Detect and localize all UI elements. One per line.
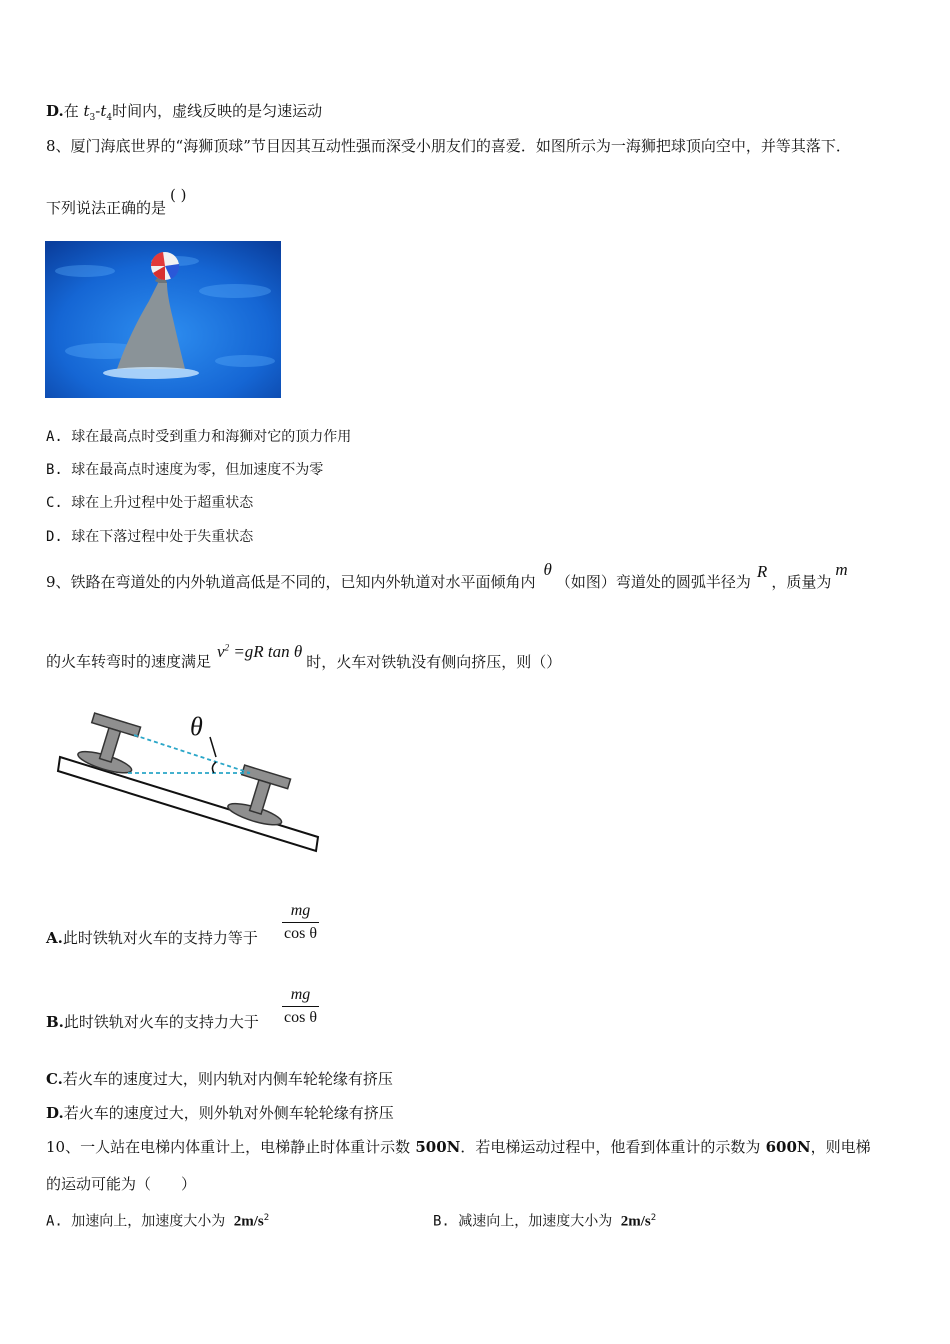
q8-option-b: B. 球在最高点时速度为零，但加速度不为零 bbox=[46, 462, 324, 478]
q9-option-c: C.若火车的速度过大，则内轨对内侧车轮轮缘有挤压 bbox=[46, 1070, 393, 1088]
q7-option-d: D.在 $t_3-t_4$时间内，虚线反映的是匀速运动 bbox=[46, 102, 323, 123]
mass-symbol: m bbox=[835, 560, 848, 579]
q9-option-a: A.此时铁轨对火车的支持力等于 bbox=[46, 929, 258, 947]
figure-theta-label: θ bbox=[190, 712, 203, 741]
velocity-formula: $v^2 =gR$ tan θ bbox=[217, 641, 303, 661]
q10-option-b: B. 减速向上，加速度大小为 $2m/s^2$ bbox=[433, 1213, 657, 1230]
q10-option-a: A. 加速向上，加速度大小为 $2m/s^2$ bbox=[46, 1213, 270, 1230]
q8-option-c: C. 球在上升过程中处于超重状态 bbox=[46, 495, 254, 511]
q9-option-d: D.若火车的速度过大，则外轨对外侧车轮轮缘有挤压 bbox=[46, 1104, 394, 1122]
q8-answer-paren: ( ) bbox=[170, 186, 187, 204]
q9-option-a-fraction: mg cos θ bbox=[284, 902, 317, 942]
q9-option-b: B.此时铁轨对火车的支持力大于 bbox=[46, 1013, 259, 1031]
q10-stem-line1: 10、一人站在电梯内体重计上，电梯静止时体重计示数 500N．若电梯运动过程中，他看到体重计的示数为 600N，则电梯 bbox=[46, 1138, 871, 1156]
sea-lion-ball-photo bbox=[45, 241, 281, 398]
q10-stem-line2: 的运动可能为（ ） bbox=[46, 1175, 197, 1193]
rail-incline-diagram bbox=[50, 705, 330, 860]
q9-stem-line2: 的火车转弯时的速度满足$v^2 =gR$ tan θ时，火车对铁轨没有侧向挤压，则（） bbox=[46, 641, 562, 671]
radius-symbol: R bbox=[756, 562, 768, 581]
q8-stem-line2: 下列说法正确的是( ) bbox=[46, 186, 187, 217]
q8-stem-line1: 8、厦门海底世界的“海狮顶球”节目因其互动性强而深受小朋友们的喜爱．如图所示为一海狮把球顶向空中，并等其落下． bbox=[46, 137, 851, 155]
q9-stem-line1: 9、铁路在弯道处的内外轨道高低是不同的，已知内外轨道对水平面倾角内θ（如图）弯道处的圆弧半径为R，质量为m bbox=[46, 560, 848, 591]
q9-option-b-fraction: mg cos θ bbox=[284, 986, 317, 1026]
q8-option-d: D. 球在下落过程中处于失重状态 bbox=[46, 529, 254, 545]
q8-option-a: A. 球在最高点时受到重力和海狮对它的顶力作用 bbox=[46, 429, 352, 445]
theta-symbol: θ bbox=[543, 560, 552, 579]
